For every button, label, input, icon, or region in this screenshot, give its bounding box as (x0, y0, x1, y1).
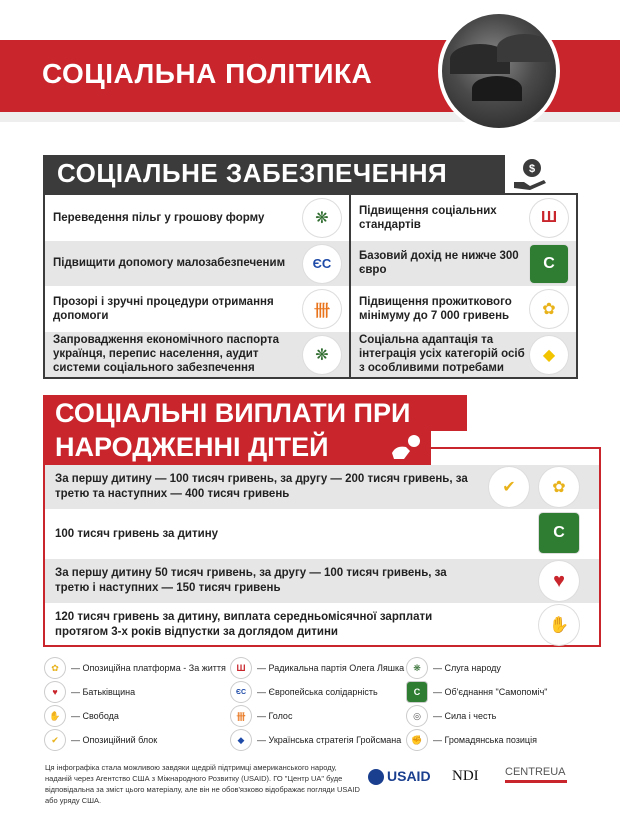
legend-item: ✊ — Громадянська позиція (407, 730, 537, 750)
list-item: Підвищення прожиткового мінімуму до 7 000 гривень ✿ (351, 286, 576, 332)
legend-item: ◆ — Українська стратегія Гройсмана (231, 730, 401, 750)
centreua-logo: CENTREUA (505, 766, 567, 783)
usaid-logo: USAID (368, 768, 431, 785)
legend-item: ◎ — Сила і честь (407, 706, 496, 726)
samopomich-icon: С (530, 245, 568, 283)
hand-coin-icon (510, 156, 550, 192)
legend-item: Ш — Радикальна партія Олега Ляшка (231, 658, 404, 678)
opoblok-icon: ✔ (489, 467, 529, 507)
ndi-logo: NDI (452, 768, 479, 784)
social-security-heading: СОЦІАЛЬНЕ ЗАБЕЗПЕЧЕННЯ (43, 155, 505, 193)
sluha-icon: ❋ (303, 336, 341, 374)
table-row: За першу дитину — 100 тисяч гривень, за другу — 200 тисяч гривень, за третю та наступних — 400 тисяч гривень (45, 465, 599, 509)
birth-payments-heading-line2: НАРОДЖЕННІ ДІТЕЙ (43, 429, 431, 465)
list-item: Переведення пільг у грошову форму ❋ (45, 195, 349, 241)
legend-item: ✋ — Свобода (45, 706, 119, 726)
legend-item: ♥ — Батьківщина (45, 682, 135, 702)
opoblok-platform-icon: ✿ (539, 467, 579, 507)
table-row: 100 тисяч гривень за дитину (55, 527, 219, 540)
social-security-table (43, 193, 578, 379)
page-title: СОЦІАЛЬНА ПОЛІТИКА (42, 58, 373, 89)
list-item: Соціальна адаптація та інтеграція усіх категорій осіб з особливими потребами ◆ (351, 332, 576, 378)
birth-payments-table (43, 447, 601, 647)
list-item: Прозорі і зручні процедури отримання допомоги 卌 (45, 286, 349, 332)
table-row: За першу дитину 50 тисяч гривень, за другу — 100 тисяч гривень, за третю і наступних — 150 тисяч гривень (45, 559, 599, 603)
legend-item: С — Об'єднання "Самопоміч" (407, 682, 547, 702)
holos-icon: 卌 (303, 290, 341, 328)
legend-item: 卌 — Голос (231, 706, 292, 726)
legend-item: ✿ — Опозиційна платформа - За життя (45, 658, 226, 678)
sluha-icon: ❋ (303, 199, 341, 237)
opoblok-platform-icon: ✿ (530, 290, 568, 328)
batkivshchyna-icon: ♥ (539, 561, 579, 601)
legend-item: ЄС — Європейська солідарність (231, 682, 378, 702)
disclaimer-text: Ця інфографіка стала можливою завдяки щедрій підтримці американського народу, наданій через Агентство США з Міжнародного Розвитку (USAID). ГО "Центр UA" буде відповідальна за зміст цього матеріалу, але він не обов'язково відображає погляди USAID або уряду США. (45, 763, 360, 805)
table-row: 120 тисяч гривень за дитину, виплата середньомісячної зарплати протягом 3-х років відпустки за доглядом дитини (55, 611, 433, 638)
list-item: Підвищити допомогу малозабезпеченим ЄС (45, 241, 349, 287)
es-icon: ЄС (303, 245, 341, 283)
svoboda-icon: ✋ (539, 605, 579, 645)
birth-payments-heading-line1: СОЦІАЛЬНІ ВИПЛАТИ ПРИ (43, 395, 467, 431)
baby-icon (390, 433, 422, 461)
legend-item: ❋ — Слуга народу (407, 658, 501, 678)
samopomich-icon: С (539, 513, 579, 553)
radical-icon: Ш (530, 199, 568, 237)
umbrella-photo (438, 10, 560, 132)
list-item: Підвищення соціальних стандартів Ш (351, 195, 576, 241)
list-item: Базовий дохід не нижче 300 євро С (351, 241, 576, 287)
legend-item: ✔ — Опозиційний блок (45, 730, 157, 750)
list-item: Запровадження економічного паспорта українця, перепис населення, аудит системи соціального забезпечення ❋ (45, 332, 349, 378)
social-security-left-column (45, 195, 351, 377)
social-security-right-column (351, 195, 576, 377)
groysman-icon: ◆ (530, 336, 568, 374)
svg-text:$: $ (528, 163, 536, 175)
